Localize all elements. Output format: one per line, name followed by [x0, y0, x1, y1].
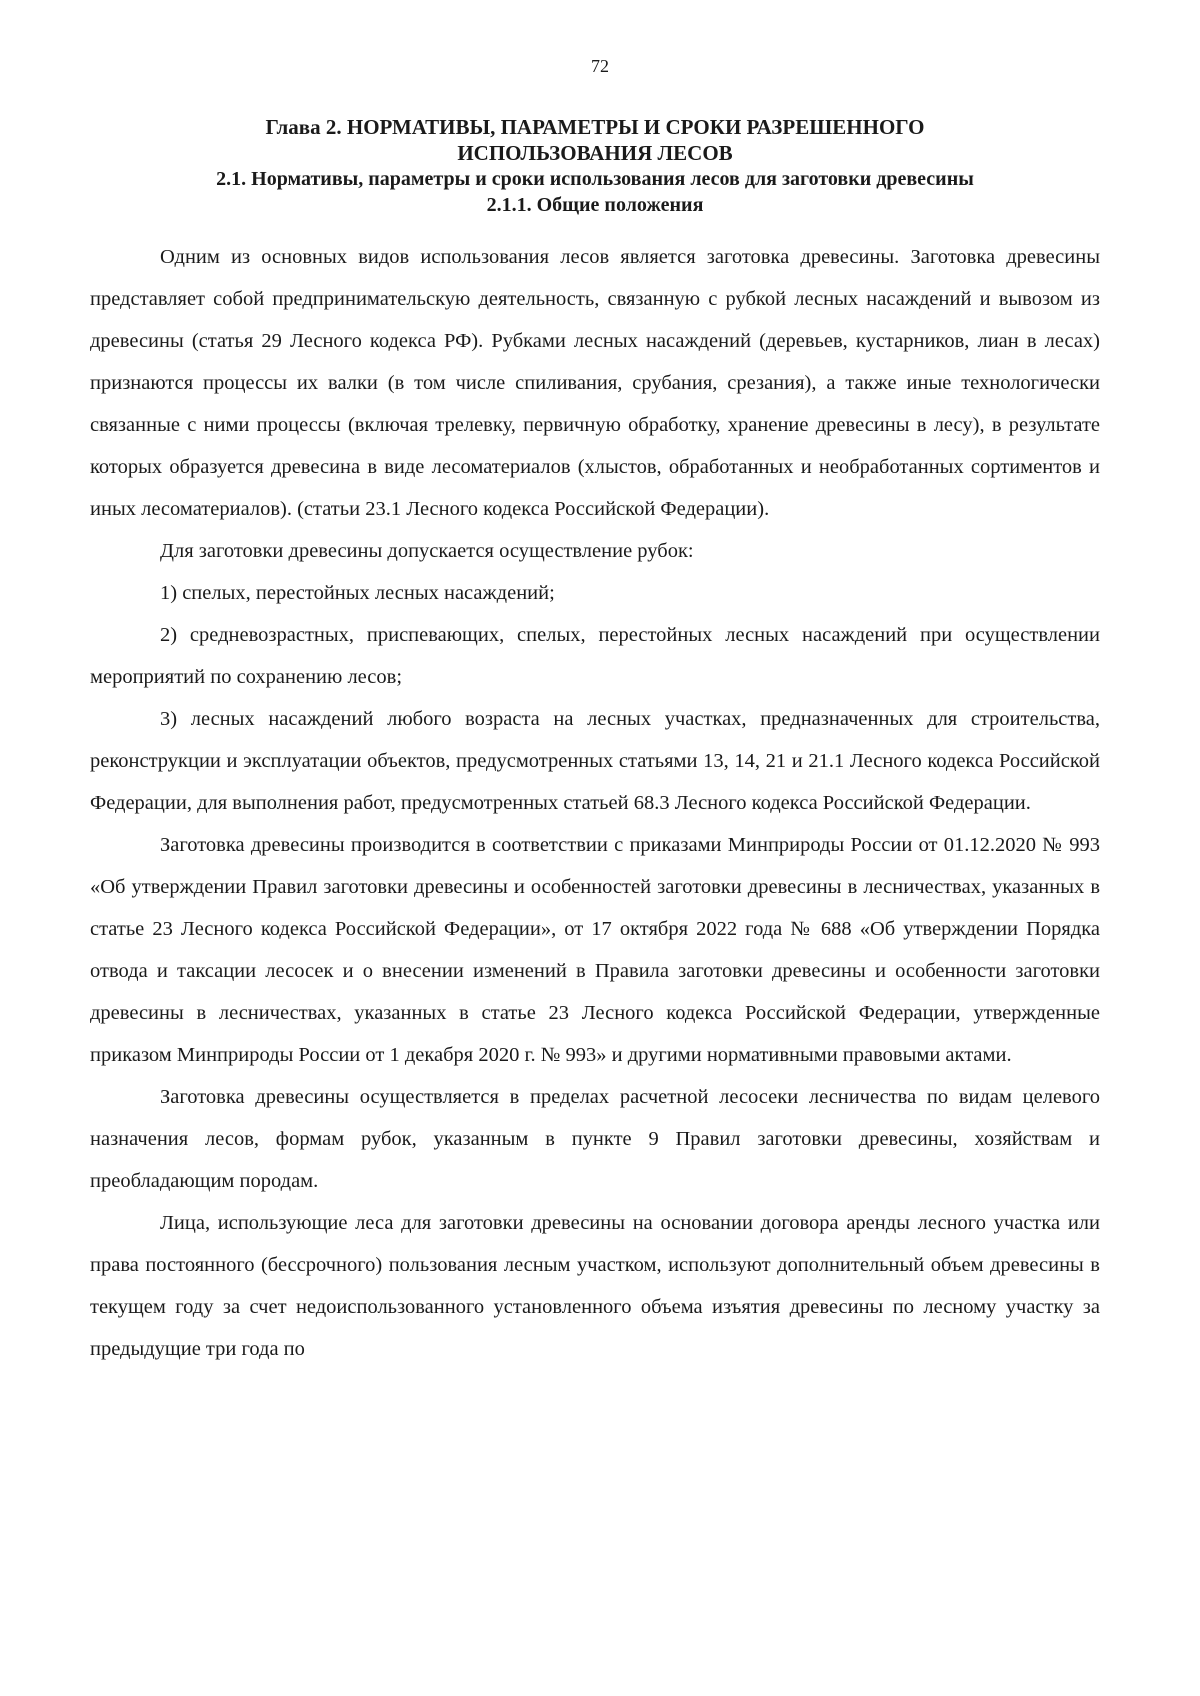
paragraph-allowable-cut: Заготовка древесины осуществляется в пределах расчетной лесосеки лесничества по видам целевого назначения лесов, формам рубок, указанным в пункте 9 Правил заготовки древесины, хозяйствам и преобладающим породам.	[90, 1086, 1100, 1192]
paragraph-regulations: Заготовка древесины производится в соответствии с приказами Минприроды России от 01.12.2020 № 993 «Об утверждении Правил заготовки древесины и особенностей заготовки древесины в лесничествах, указанных в статье 23 Лесного кодекса Российской Федерации», от 17 октября 2022 года № 688 «Об утверждении Порядка отвода и таксации лесосек и о внесении изменений в Правила заготовки древесины и особенности заготовки древесины в лесничествах, указанных в статье 23 Лесного кодекса Российской Федерации, утвержденные приказом Минприроды России от 1 декабря 2020 г. № 993» и другими нормативными правовыми актами.	[90, 834, 1100, 1066]
page-number: 72	[591, 56, 609, 76]
heading-block	[90, 114, 1100, 218]
subsection-heading: 2.1.1. Общие положения	[486, 194, 704, 216]
paragraph-permitted-cuttings: Для заготовки древесины допускается осуществление рубок:	[160, 540, 694, 562]
paragraph-intro: Одним из основных видов использования лесов является заготовка древесины. Заготовка древесины представляет собой предпринимательскую деятельность, связанную с рубкой лесных насаждений и вывозом из древесины (статья 29 Лесного кодекса РФ). Рубками лесных насаждений (деревьев, кустарников, лиан в лесах) признаются процессы их валки (в том числе спиливания, срубания, срезания), а также иные технологически связанные с ними процессы (включая трелевку, первичную обработку, хранение древесины в лесу), в результате которых образуется древесина в виде лесоматериалов (хлыстов, обработанных и необработанных сортиментов и иных лесоматериалов). (статьи 23.1 Лесного кодекса Российской Федерации).	[90, 246, 1100, 520]
list-item-2: 2) средневозрастных, приспевающих, спелых, перестойных лесных насаждений при осуществлении мероприятий по сохранению лесов;	[90, 624, 1100, 688]
chapter-heading: Глава 2. НОРМАТИВЫ, ПАРАМЕТРЫ И СРОКИ РАЗРЕШЕННОГО ИСПОЛЬЗОВАНИЯ ЛЕСОВ	[265, 115, 925, 165]
paragraph-lessees: Лица, использующие леса для заготовки древесины на основании договора аренды лесного участка или права постоянного (бессрочного) пользования лесным участком, используют дополнительный объем древесины в текущем году за счет недоиспользованного установленного объема изъятия древесины по лесному участку за предыдущие три года по	[90, 1212, 1100, 1360]
body-text	[90, 236, 1100, 1370]
section-heading: 2.1. Нормативы, параметры и сроки использования лесов для заготовки древесины	[216, 168, 974, 190]
list-item-1: 1) спелых, перестойных лесных насаждений;	[160, 582, 555, 604]
list-item-3: 3) лесных насаждений любого возраста на лесных участках, предназначенных для строительства, реконструкции и эксплуатации объектов, предусмотренных статьями 13, 14, 21 и 21.1 Лесного кодекса Российской Федерации, для выполнения работ, предусмотренных статьей 68.3 Лесного кодекса Российской Федерации.	[90, 708, 1100, 814]
